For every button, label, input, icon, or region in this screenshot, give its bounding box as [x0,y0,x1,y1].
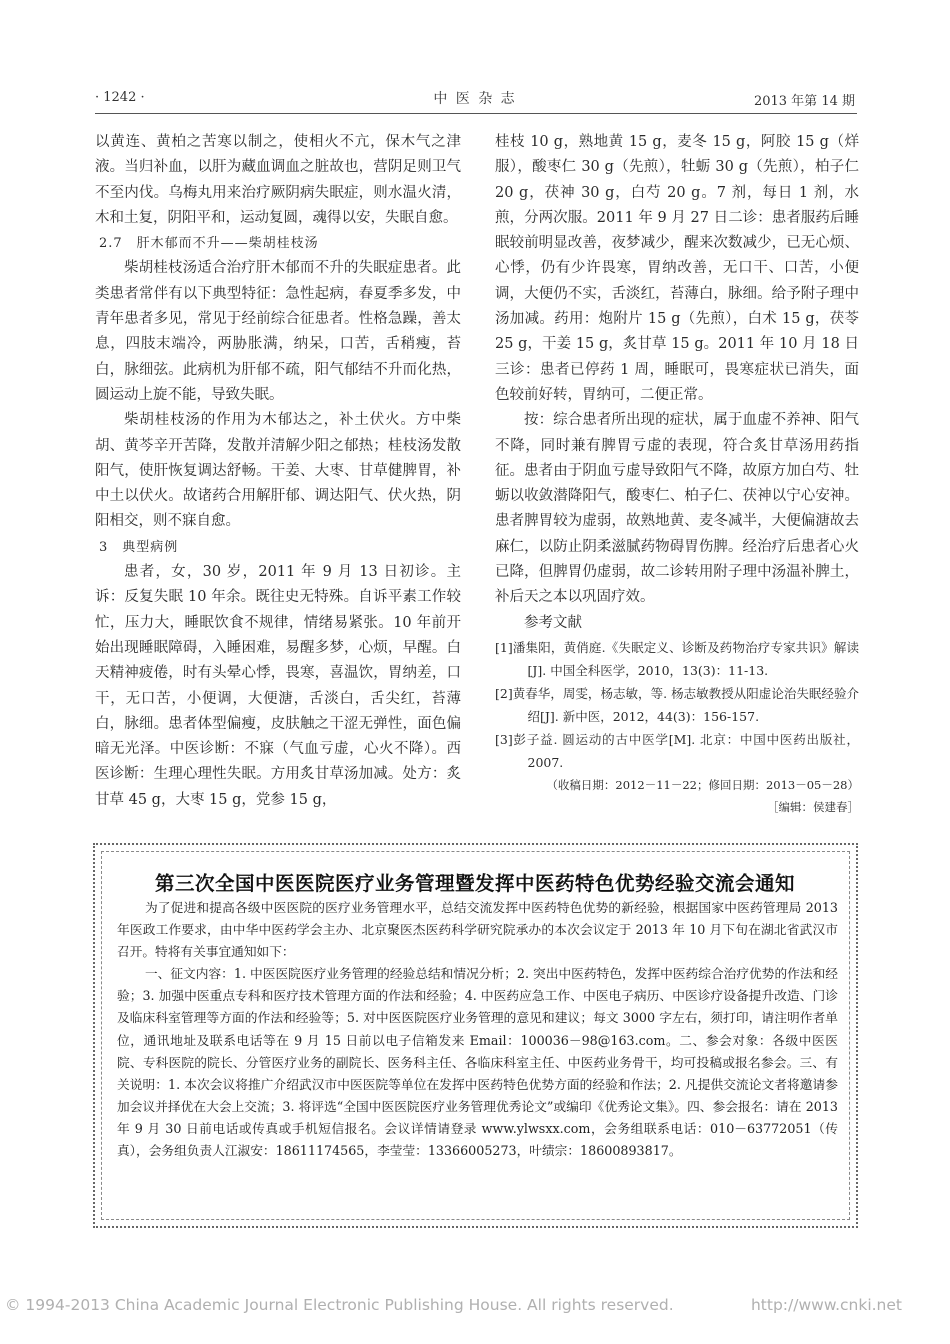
paragraph: 柴胡桂枝汤适合治疗肝木郁而不升的失眠症患者。此类患者常伴有以下典型特征：急性起病，春夏季多发，中青年患者多见，常见于经前综合征患者。性格急躁，善太息，四肢末端冷，两胁胀满，纳呆，口苦，舌稍瘦，苔白，脉细弦。此病机为肝郁不疏，阳气郁结不升而化热，圆运动上旋不能，导致失眠。 [95,260,461,403]
notice-body [117,897,838,1162]
notice-title: 第三次全国中医医院医疗业务管理暨发挥中医药特色优势经验交流会通知 [154,872,795,895]
received-dates: （收稿日期：2012－11－22；修回日期：2013－05－28） [546,777,859,792]
left-column [95,130,461,813]
copyright-text: © 1994-2013 China Academic Journal Electronic Publishing House. All rights reserved. [5,1296,674,1314]
paragraph: 柴胡桂枝汤的作用为木郁达之，补土伏火。方中柴胡、黄芩辛开苦降，发散并清解少阳之郁热；桂枝汤发散阳气，使肝恢复调达舒畅。干姜、大枣、甘草健脾胃，补中土以伏火。故诸药合用解肝郁、调达阳气、伏火热，阴阳相交，则不寐自愈。 [95,412,461,530]
reference-item: [3]彭子益. 圆运动的古中医学[M]. 北京：中国中医药出版社，2007. [495,731,859,770]
references-heading: 参考文献 [524,614,582,631]
notice-paragraph: 为了促进和提高各级中医医院的医疗业务管理水平，总结交流发挥中医药特色优势的新经验，根据国家中医药管理局 2013 年医政工作要求，由中华中医药学会主办、北京聚医杰医药科学研究院承办的本次会议定于 2013 年 10 月下旬在湖北省武汉市召开。特将有关事宜通知如下： [117,900,838,960]
paragraph: 以黄连、黄柏之苦寒以制之，使相火不亢，保木气之津液。当归补血，以肝为藏血调血之脏故也，营阴足则卫气不至内伐。乌梅丸用来治疗厥阴病失眠症，则水温火清，木和土复，阴阳平和，运动复圆，魂得以安，失眠自愈。 [95,134,461,226]
page-number: · 1242 · [95,90,145,105]
journal-name: 中 医 杂 志 [433,91,517,107]
header-rule [95,113,857,114]
reference-item: [2]黄春华，周雯，杨志敏，等. 杨志敏教授从阳虚论治失眠经验介绍[J]. 新中医，2012，44(3)：156-157. [495,685,859,724]
issue-label: 2013 年第 14 期 [753,94,855,109]
footer-link[interactable]: http://www.cnki.net [750,1296,902,1314]
right-column [495,130,859,818]
reference-item: [1]潘集阳，黄俏庭.《失眠定义、诊断及药物治疗专家共识》解读[J]. 中国全科医学，2010，13(3)：11-13. [495,639,859,678]
paragraph: 桂枝 10 g，熟地黄 15 g，麦冬 15 g，阿胶 15 g（烊服），酸枣仁 30 g（先煎），牡蛎 30 g（先煎），柏子仁 20 g，茯神 30 g，白芍 20 g。7 剂，每日 1 剂，水煎，分两次服。2011 年 9 月 27 日二诊：患者服药后睡眠较前明显改善，夜梦减少，醒来次数减少，已无心烦、心悸，仍有少许畏寒，胃纳改善，无口干、口苦，小便调，大便仍不实，舌淡红，苔薄白，脉细。给予附子理中汤加减。药用：炮附片 15 g（先煎），白术 15 g，茯苓 25 g，干姜 15 g，炙甘草 15 g。2011 年 10 月 18 日三诊：患者已停药 1 周，睡眠可，畏寒症状已消失，面色较前好转，胃纳可，二便正常。 [495,134,859,403]
running-header [95,88,855,112]
notice-paragraph: 一、征文内容：1. 中医医院医疗业务管理的经验总结和情况分析；2. 突出中医药特色，发挥中医药综合治疗优势的作法和经验；3. 加强中医重点专科和医疗技术管理方面的作法和经验；4. 中医药应急工作、中医电子病历、中医诊疗设备提升改造、门诊及临床科室管理等方面的作法和经验等；5. 对中医医院医疗业务管理的意见和建议；每文 3000 字左右，须打印，请注明作者单位，通讯地址及联系电话等在 9 月 15 日前以电子信箱发来 Email：100036－98@163.com。二、参会对象：各级中医医院、专科医院的院长、分管医疗业务的副院长、医务科主任、各临床科室主任、中医药业务骨干，均可投稿或报名参会。三、有关说明：1. 本次会议将推广介绍武汉市中医医院等单位在发挥中医药特色优势方面的经验和作法；2. 凡提供交流论文者将邀请参加会议并择优在大会上交流；3. 将评选“全国中医医院医疗业务管理优秀论文”或编印《优秀论文集》。四、参会报名：请在 2013 年 9 月 30 日前电话或传真或手机短信报名。会议详情请登录 www.ylwsxx.com，会务组联系电话：010－63772051（传真），会务组负责人江淑安：18611174565，李莹莹：13366005273，叶绩宗：18600893817。 [117,966,838,1159]
paragraph: 患者，女，30 岁，2011 年 9 月 13 日初诊。主诉：反复失眠 10 年余。既往史无特殊。自诉平素工作较忙，压力大，睡眠饮食不规律，情绪易紧张。10 年前开始出现睡眠障碍，入睡困难，易醒多梦，心烦，早醒。白天精神疲倦，时有头晕心悸，畏寒，喜温饮，胃纳差，口干，无口苦，小便调，大便溏，舌淡白，舌尖红，苔薄白，脉细。患者体型偏瘦，皮肤触之干涩无弹性，面色偏暗无光泽。中医诊断：不寐（气血亏虚，心火不降）。西医诊断：生理心理性失眠。方用炙甘草汤加减。处方：炙甘草 45 g，大枣 15 g，党参 15 g， [95,564,461,808]
section-heading: 3 典型病例 [99,539,179,555]
copyright-footer [0,1296,950,1320]
paragraph: 按：综合患者所出现的症状，属于血虚不养神、阳气不降，同时兼有脾胃亏虚的表现，符合炙甘草汤用药指征。患者由于阴血亏虚导致阳气不降，故原方加白芍、牡蛎以收敛潜降阳气，酸枣仁、柏子仁、茯神以宁心安神。患者脾胃较为虚弱，故熟地黄、麦冬减半，大便偏溏故去麻仁，以防止阴柔滋腻药物碍胃伤脾。经治疗后患者心火已降，但脾胃仍虚弱，故二诊转用附子理中汤温补脾土，补后天之本以巩固疗效。 [495,412,859,606]
editor-credit: ［编辑：侯建春］ [767,799,859,814]
section-heading: 2.7 肝木郁而不升——柴胡桂枝汤 [99,236,319,252]
